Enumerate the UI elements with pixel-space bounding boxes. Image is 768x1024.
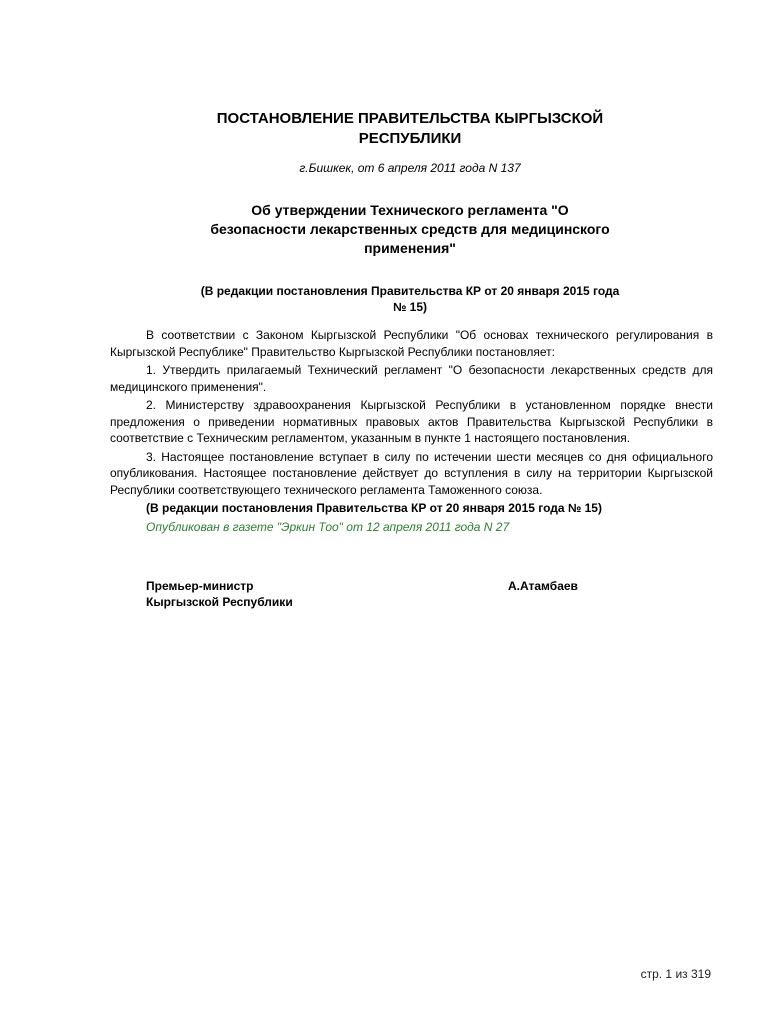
- subject-line-3: применения": [364, 240, 456, 256]
- publication-note: Опубликован в газете "Эркин Тоо" от 12 апреля 2011 года N 27: [146, 519, 510, 534]
- edition-note: (В редакции постановления Правительства КР от 20 января 2015 года № 15): [146, 501, 602, 515]
- signatory-title-line-1: Премьер-министр: [146, 579, 254, 593]
- title-line-1: ПОСТАНОВЛЕНИЕ ПРАВИТЕЛЬСТВА КЫРГЫЗСКОЙ: [216, 110, 604, 127]
- signatory-title: [146, 578, 396, 610]
- clause-2-paragraph: 2. Министерству здравоохранения Кыргызской Республики в установленном порядке внести предложения о приведении нормативных правовых актов Правительства Кыргызской Республики в соответствие с Техническим регламентом, указанным в пункте 1 настоящего постановления.: [110, 398, 713, 445]
- clause-1-paragraph: 1. Утвердить прилагаемый Технический регламент "О безопасности лекарственных средств для медицинского применения".: [110, 363, 713, 394]
- place-and-date: г.Бишкек, от 6 апреля 2011 года N 137: [299, 161, 521, 175]
- edition-line-2: № 15): [392, 300, 428, 314]
- edition-note-header: [175, 283, 645, 315]
- document-subject: [170, 201, 650, 258]
- edition-line-1: (В редакции постановления Правительства КР от 20 января 2015 года: [200, 284, 620, 298]
- page-number: стр. 1 из 319: [640, 967, 711, 981]
- subject-line-2: безопасности лекарственных средств для медицинского: [210, 221, 610, 237]
- signatory-name: А.Атамбаев: [508, 579, 578, 593]
- subject-line-1: Об утверждении Технического регламента "О: [251, 202, 569, 218]
- signatory-title-line-2: Кыргызской Республики: [146, 595, 293, 609]
- document-title: [160, 109, 660, 149]
- title-line-2: РЕСПУБЛИКИ: [358, 130, 462, 147]
- clause-3-paragraph: 3. Настоящее постановление вступает в силу по истечении шести месяцев со дня официального опубликования. Настоящее постановление действует до вступления в силу на территории Кыргызской Республики соответствующего технического регламента Таможенного союза.: [110, 449, 713, 497]
- document-body: [110, 327, 713, 537]
- preamble-paragraph: В соответствии с Законом Кыргызской Республики "Об основах технического регулирования в Кыргызской Республике" Правительство Кыргызской Республики постановляет:: [110, 328, 713, 359]
